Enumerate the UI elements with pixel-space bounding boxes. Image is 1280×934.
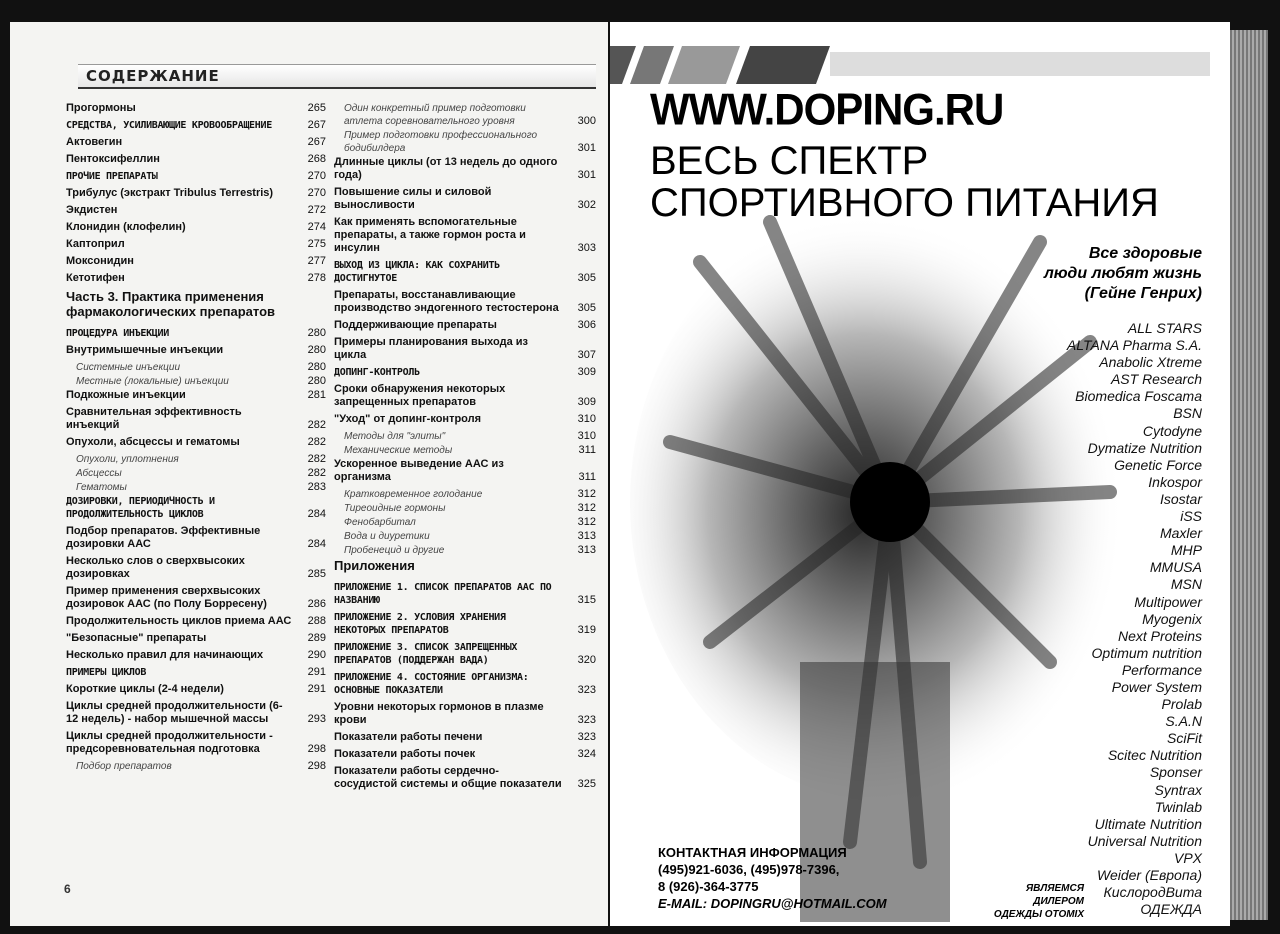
toc-entry-title: Подбор препаратов. Эффективные дозировки ААС (66, 525, 261, 550)
toc-entry-title: Экдистен (66, 204, 118, 216)
toc-entry-title: ПРИЛОЖЕНИЕ 1. СПИСОК ПРЕПАРАТОВ ААС ПО НАЗВАНИЮ (334, 582, 552, 606)
toc-entry-title: Поддерживающие препараты (334, 319, 497, 331)
contact-mobile: 8 (926)-364-3775 (658, 879, 759, 894)
toc-entry-title: Подбор препаратов (76, 761, 172, 772)
toc-entry (66, 204, 326, 217)
brand-item: ОДЕЖДА (1140, 901, 1202, 918)
toc-entry-title: Кратковременное голодание (344, 489, 483, 500)
toc-entry-title: Один конкретный пример подготовки атлета соревновательного уровня (344, 103, 526, 127)
toc-entry-page: 272 (307, 204, 326, 216)
toc-column-left (66, 102, 326, 774)
toc-entry (66, 238, 326, 251)
toc-entry-title: Ускоренное выведение ААС из организма (334, 458, 504, 483)
toc-entry-page: 268 (307, 153, 326, 165)
toc-entry-page: 291 (307, 683, 326, 695)
brand-item: Syntrax (1154, 781, 1202, 798)
toc-entry-title: Местные (локальные) инъекции (76, 376, 229, 387)
toc-entry-page: 270 (307, 187, 326, 199)
toc-entry (334, 336, 596, 362)
brand-item: BSN (1173, 405, 1202, 422)
toc-entry-page: 286 (307, 598, 326, 610)
toc-entry-title: Пример подготовки профессионального бодибилдера (344, 130, 538, 154)
toc-entry (334, 641, 596, 667)
toc-entry-title: Показатели работы сердечно-сосудистой системы и общие показатели (334, 765, 562, 790)
brand-item: Prolab (1161, 696, 1202, 713)
toc-entry-page: 312 (577, 502, 596, 514)
toc-entry (334, 216, 596, 255)
toc-entry-page: 313 (577, 530, 596, 542)
toc-entry (334, 319, 596, 332)
toc-entry (66, 760, 326, 773)
toc-entry-title: Примеры планирования выхода из цикла (334, 336, 528, 361)
toc-entry-page: 265 (307, 102, 326, 114)
brand-item: Next Proteins (1117, 627, 1202, 644)
toc-entry (334, 383, 596, 409)
toc-entry-page: 301 (577, 169, 596, 181)
dealer-line-1: ЯВЛЯЕМСЯ ДИЛЕРОМ (1025, 883, 1084, 907)
toc-entry-title: ПРИЛОЖЕНИЕ 2. УСЛОВИЯ ХРАНЕНИЯ НЕКОТОРЫХ ПРЕПАРАТОВ (334, 612, 506, 636)
toc-entry-page: 309 (577, 366, 596, 378)
toc-entry-title: ПРИМЕРЫ ЦИКЛОВ (66, 667, 147, 678)
quote-line-3: (Гейне Генрих) (1084, 285, 1202, 302)
brand-item: S.A.N (1165, 713, 1202, 730)
toc-entry-title: Абсцессы (76, 468, 122, 479)
toc-entry-page: 306 (577, 319, 596, 331)
toc-entry-title: СРЕДСТВА, УСИЛИВАЮЩИЕ КРОВООБРАЩЕНИЕ (66, 120, 272, 131)
toc-entry-title: Длинные циклы (от 13 недель до одного года) (334, 156, 558, 181)
contact-phones: (495)921-6036, (495)978-7396, (658, 862, 840, 877)
toc-entry-page: 267 (307, 119, 326, 131)
right-page-ad (610, 22, 1230, 926)
brand-item: Biomedica Foscama (1075, 388, 1202, 405)
toc-entry-page: 283 (307, 481, 326, 493)
toc-header (78, 64, 596, 89)
toc-entry-page: 301 (577, 142, 596, 154)
toc-entry-title: Сроки обнаружения некоторых запрещенных препаратов (334, 383, 506, 408)
brand-item: Isostar (1159, 490, 1202, 507)
toc-entry-title: ДОЗИРОВКИ, ПЕРИОДИЧНОСТЬ И ПРОДОЛЖИТЕЛЬНОСТЬ ЦИКЛОВ (66, 496, 215, 520)
toc-entry-title: Внутримышечные инъекции (66, 344, 224, 356)
toc-entry-title: Повышение силы и силовой выносливости (334, 186, 492, 211)
toc-entry-title: Клонидин (клофелин) (66, 221, 186, 233)
brand-item: AST Research (1110, 371, 1202, 388)
toc-entry (66, 119, 326, 132)
brand-item: Maxler (1159, 525, 1202, 542)
toc-entry (66, 555, 326, 581)
toc-entry-title: Пример применения сверхвысоких дозировок ААС (по Полу Борресену) (66, 585, 267, 610)
toc-entry-title: ВЫХОД ИЗ ЦИКЛА: КАК СОХРАНИТЬ ДОСТИГНУТОЕ (334, 260, 500, 284)
toc-entry (66, 467, 326, 480)
toc-entry-page: 319 (577, 624, 596, 636)
toc-entry-title: Продолжительность циклов приема ААС (66, 615, 292, 627)
toc-entry (66, 221, 326, 234)
toc-entry-page: 298 (307, 743, 326, 755)
brand-item: Ultimate Nutrition (1094, 815, 1202, 832)
toc-entry-title: Трибулус (экстракт Tribulus Terrestris) (66, 187, 274, 199)
brand-item: Genetic Force (1114, 456, 1202, 473)
toc-entry-page: 284 (307, 538, 326, 550)
toc-entry-title: Как применять вспомогательные препараты, а также гормон роста и инсулин (334, 216, 526, 254)
toc-entry-title: Гематомы (76, 482, 127, 493)
toc-entry (66, 700, 326, 726)
left-page-toc (10, 22, 608, 926)
toc-entry-title: Подкожные инъекции (66, 389, 186, 401)
toc-entry (334, 701, 596, 727)
dealer-line-2: ОДЕЖДЫ OTOMIX (993, 909, 1084, 920)
toc-entry-page: 310 (577, 430, 596, 442)
toc-entry (334, 444, 596, 457)
toc-entry-title: Уровни некоторых гормонов в плазме крови (334, 701, 544, 726)
toc-entry-title: Приложения (334, 558, 415, 573)
toc-entry-page: 298 (307, 760, 326, 772)
toc-entry-page: 310 (577, 413, 596, 425)
toc-entry-page: 277 (307, 255, 326, 267)
toc-entry-page: 312 (577, 516, 596, 528)
quote (1044, 244, 1202, 304)
toc-title: СОДЕРЖАНИЕ (86, 67, 220, 85)
brand-item: MHP (1170, 542, 1202, 559)
brand-item: Sponser (1149, 764, 1202, 781)
toc-entry-page: 307 (577, 349, 596, 361)
brand-item: Multipower (1134, 593, 1202, 610)
brand-item: iSS (1180, 508, 1202, 525)
contact-email: E-MAIL: DOPINGRU@HOTMAIL.COM (658, 896, 887, 911)
toc-entry (334, 129, 596, 155)
toc-entry-page: 285 (307, 568, 326, 580)
toc-entry-title: Прогормоны (66, 102, 136, 114)
toc-entry-page: 280 (307, 344, 326, 356)
toc-entry (334, 156, 596, 182)
toc-entry-page: 320 (577, 654, 596, 666)
quote-line-1: Все здоровые (1088, 245, 1202, 262)
toc-entry-title: Фенобарбитал (344, 517, 416, 528)
toc-entry (334, 516, 596, 529)
headline-line-2: СПОРТИВНОГО ПИТАНИЯ (650, 181, 1159, 225)
toc-entry-title: "Безопасные" препараты (66, 632, 207, 644)
toc-entry-page: 293 (307, 713, 326, 725)
brand-item: Power System (1111, 678, 1202, 695)
toc-entry (66, 389, 326, 402)
toc-entry (334, 581, 596, 607)
toc-entry (66, 102, 326, 115)
brand-item: Anabolic Xtreme (1099, 354, 1202, 371)
dealer-note (976, 882, 1084, 921)
toc-entry-page: 280 (307, 361, 326, 373)
toc-entry-page: 309 (577, 396, 596, 408)
toc-entry-page: 270 (307, 170, 326, 182)
toc-entry-title: Каптоприл (66, 238, 125, 250)
toc-entry-page: 280 (307, 375, 326, 387)
toc-entry-page: 313 (577, 544, 596, 556)
toc-entry-page: 282 (307, 467, 326, 479)
brand-item: Scitec Nutrition (1107, 747, 1202, 764)
headline-line-1: ВЕСЬ СПЕКТР (650, 139, 929, 183)
toc-entry (66, 187, 326, 200)
quote-line-2: люди любят жизнь (1043, 265, 1202, 282)
toc-entry-page: 323 (577, 684, 596, 696)
ad-headline (650, 140, 1159, 224)
toc-entry (334, 458, 596, 484)
toc-entry-title: Несколько слов о сверхвысоких дозировках (66, 555, 245, 580)
toc-entry-page: 267 (307, 136, 326, 148)
brand-item: ALTANA Pharma S.A. (1066, 337, 1202, 354)
toc-entry (334, 731, 596, 744)
brand-item: VPX (1173, 849, 1202, 866)
toc-entry (334, 366, 596, 379)
brand-list (1067, 320, 1202, 918)
toc-entry (334, 488, 596, 501)
toc-entry (66, 436, 326, 449)
toc-entry-page: 323 (577, 714, 596, 726)
toc-entry-title: Кетотифен (66, 272, 125, 284)
brand-item: Myogenix (1142, 610, 1202, 627)
toc-entry-page: 288 (307, 615, 326, 627)
brand-item: КислородВита (1103, 884, 1202, 901)
toc-entry-title: "Уход" от допинг-контроля (334, 413, 482, 425)
toc-entry-title: Механические методы (344, 445, 453, 456)
toc-entry-title: Часть 3. Практика применения фармакологических препаратов (66, 289, 276, 319)
toc-entry-page: 324 (577, 748, 596, 760)
toc-entry-title: Показатели работы почек (334, 748, 476, 760)
toc-entry (334, 102, 596, 128)
toc-entry-page: 305 (577, 302, 596, 314)
toc-entry (66, 344, 326, 357)
toc-entry-page: 323 (577, 731, 596, 743)
toc-entry (66, 615, 326, 628)
brand-item: Weider (Европа) (1096, 867, 1202, 883)
toc-entry (66, 683, 326, 696)
toc-entry-page: 305 (577, 272, 596, 284)
toc-entry-title: ДОПИНГ-КОНТРОЛЬ (334, 367, 420, 378)
toc-entry-page: 281 (307, 389, 326, 401)
toc-entry (66, 453, 326, 466)
toc-entry-page: 274 (307, 221, 326, 233)
toc-entry-page: 284 (307, 508, 326, 520)
toc-entry (66, 375, 326, 388)
toc-entry-page: 312 (577, 488, 596, 500)
toc-entry-page: 282 (307, 436, 326, 448)
toc-entry-title: Системные инъекции (76, 362, 181, 373)
toc-entry-title: ПРИЛОЖЕНИЕ 3. СПИСОК ЗАПРЕЩЕННЫХ ПРЕПАРАТОВ (ПОДДЕРЖАН ВАДА) (334, 642, 518, 666)
toc-entry-page: 300 (577, 115, 596, 127)
toc-entry (66, 153, 326, 166)
page-number: 6 (64, 882, 71, 896)
toc-entry (66, 730, 326, 756)
toc-entry (334, 413, 596, 426)
toc-entry-title: Опухоли, уплотнения (76, 454, 179, 465)
toc-entry (66, 406, 326, 432)
toc-entry-page: 311 (578, 471, 596, 483)
toc-entry-page: 311 (578, 444, 596, 456)
brand-item: MMUSA (1149, 559, 1202, 576)
toc-entry (334, 544, 596, 557)
toc-entry-title: Несколько правил для начинающих (66, 649, 264, 661)
brand-item: Dymatize Nutrition (1087, 439, 1202, 456)
brand-item: Cytodyne (1142, 422, 1202, 439)
toc-entry-page: 325 (577, 778, 596, 790)
toc-entry-title: ПРОЧИЕ ПРЕПАРАТЫ (66, 171, 158, 182)
brand-item: Inkospor (1148, 473, 1202, 490)
toc-entry (334, 558, 596, 573)
toc-entry-page: 303 (577, 242, 596, 254)
toc-entry-title: Показатели работы печени (334, 731, 483, 743)
toc-entry-page: 282 (307, 419, 326, 431)
toc-entry (66, 649, 326, 662)
toc-entry (66, 136, 326, 149)
toc-entry-page: 280 (307, 327, 326, 339)
toc-entry-title: ПРИЛОЖЕНИЕ 4. СОСТОЯНИЕ ОРГАНИЗМА: ОСНОВНЫЕ ПОКАЗАТЕЛИ (334, 672, 529, 696)
toc-entry-title: Пробенецид и другие (344, 545, 445, 556)
toc-entry-title: Тиреоидные гормоны (344, 503, 446, 514)
toc-entry (66, 272, 326, 285)
brand-item: SciFit (1167, 730, 1202, 747)
toc-entry-title: Опухоли, абсцессы и гематомы (66, 436, 240, 448)
toc-entry-title: ПРОЦЕДУРА ИНЪЕКЦИИ (66, 328, 169, 339)
toc-entry (66, 170, 326, 183)
brand-item: Universal Nutrition (1087, 832, 1202, 849)
toc-entry (334, 765, 596, 791)
toc-entry (66, 525, 326, 551)
toc-entry-title: Препараты, восстанавливающие производство эндогенного тестостерона (334, 289, 559, 314)
toc-entry-title: Короткие циклы (2-4 недели) (66, 683, 224, 695)
toc-entry-title: Сравнительная эффективность инъекций (66, 406, 242, 431)
toc-entry (66, 585, 326, 611)
toc-entry-page: 302 (577, 199, 596, 211)
toc-entry (334, 430, 596, 443)
toc-entry-page: 278 (307, 272, 326, 284)
brand-item: Twinlab (1154, 798, 1202, 815)
toc-entry-page: 289 (307, 632, 326, 644)
contact-title: КОНТАКТНАЯ ИНФОРМАЦИЯ (658, 845, 847, 860)
toc-entry (66, 289, 326, 319)
toc-entry (334, 530, 596, 543)
toc-entry-page: 315 (577, 594, 596, 606)
site-url: WWW.DOPING.RU (650, 84, 1004, 135)
toc-entry (334, 611, 596, 637)
toc-entry (66, 361, 326, 374)
toc-entry (66, 632, 326, 645)
toc-entry (66, 255, 326, 268)
toc-entry-title: Пентоксифеллин (66, 153, 160, 165)
contact-info (658, 844, 887, 912)
toc-entry (334, 748, 596, 761)
toc-entry (334, 289, 596, 315)
toc-column-right (334, 102, 596, 795)
brand-item: Optimum nutrition (1091, 644, 1202, 661)
toc-entry-title: Вода и диуретики (344, 531, 430, 542)
toc-entry-page: 275 (307, 238, 326, 250)
toc-entry (334, 502, 596, 515)
brand-item: MSN (1170, 576, 1202, 593)
toc-entry-title: Циклы средней продолжительности (6-12 недель) - набор мышечной массы (66, 700, 283, 725)
toc-entry (66, 327, 326, 340)
toc-entry (334, 186, 596, 212)
toc-entry-page: 290 (307, 649, 326, 661)
toc-entry-page: 282 (307, 453, 326, 465)
toc-entry-title: Моксонидин (66, 255, 134, 267)
toc-entry (334, 671, 596, 697)
page-edges (1230, 30, 1268, 920)
brand-item: Performance (1121, 661, 1202, 678)
toc-entry-page: 291 (307, 666, 326, 678)
toc-entry-title: Циклы средней продолжительности - предсоревновательная подготовка (66, 730, 273, 755)
brand-item: ALL STARS (1127, 320, 1202, 336)
toc-entry (334, 259, 596, 285)
toc-entry (66, 481, 326, 494)
toc-entry-title: Методы для "элиты" (344, 431, 446, 442)
toc-entry-title: Актовегин (66, 136, 123, 148)
toc-entry (66, 666, 326, 679)
toc-entry (66, 495, 326, 521)
